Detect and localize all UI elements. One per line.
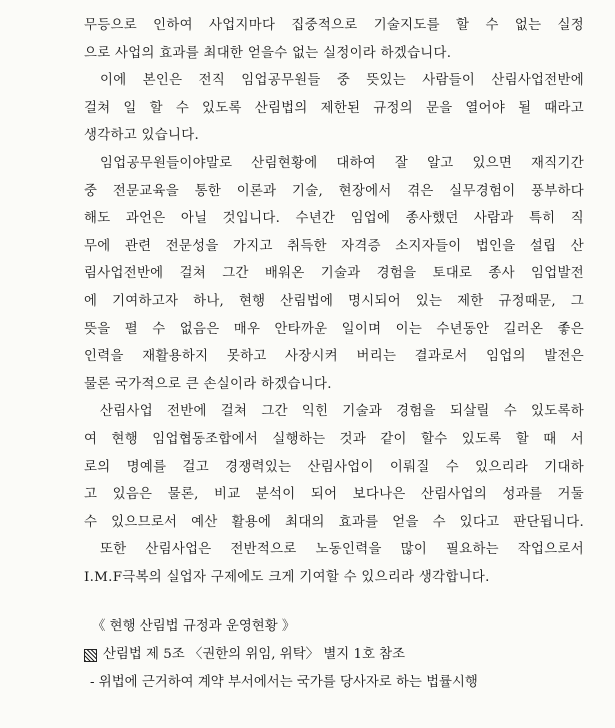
text-line: 중 전문교육을 통한 이론과 기술, 현장에서 겪은 실무경험이 풍부하다 (84, 183, 584, 199)
paragraph-4 (84, 398, 584, 536)
section-heading: 《 현행 산림법 규정과 운영현황 》 (92, 619, 296, 635)
text-line: 여 현행 임업협동조합에서 실행하는 것과 같이 할수 있도록 할 때 서 (84, 431, 584, 447)
text-line: 걸쳐 일 할 수 있도록 산림법의 제한된 규정의 문을 열어야 될 때라고 (84, 100, 584, 116)
text-line: 임업공무원들이야말로 산림현황에 대하여 잘 알고 있으면 재직기간 (100, 155, 584, 171)
text-line: 인력을 재활용하지 못하고 사장시켜 버리는 결과로서 임업의 발전은 (84, 349, 584, 365)
text-line: 림사업전반에 걸쳐 그간 배워온 기술과 경험을 토대로 종사 임업발전 (84, 266, 584, 282)
text-line: 고 있음은 물론, 비교 분석이 되어 보다나은 산림사업의 성과를 거둘 (84, 487, 584, 503)
paragraph-5 (84, 536, 584, 591)
text-line: 으로 사업의 효과를 최대한 얻을수 없는 실정이라 하겠습니다. (84, 45, 452, 61)
text-line: I.M.F극복의 실업자 구제에도 크게 기여할 수 있으리라 생각합니다. (84, 569, 490, 585)
reference-text: 산림법 제 5조 〈권한의 위임, 위탁〉 별지 1호 참조 (103, 647, 406, 663)
paragraph-3 (84, 150, 584, 398)
paragraph-1 (84, 12, 584, 67)
text-line: 수 있으므로서 예산 활용에 최대의 효과를 얻을 수 있다고 판단됩니다. (84, 514, 584, 530)
text-line: 무등으로 인하여 사업지마다 집중적으로 기술지도를 할 수 없는 실정 (84, 18, 584, 33)
text-line: 로의 명예를 걸고 경쟁력있는 산림사업이 이뤄질 수 있으리라 기대하 (84, 459, 584, 475)
reference-line (84, 641, 584, 669)
hatched-square-icon (84, 649, 97, 662)
text-line: 물론 국가적으로 큰 손실이라 하겠습니다. (84, 376, 332, 392)
text-line: 해도 과언은 아닐 것입니다. 수년간 임업에 종사했던 사람과 특히 직 (84, 211, 584, 227)
text-line: 생각하고 있습니다. (84, 128, 199, 144)
section-gap (84, 591, 584, 613)
text-line: 이에 본인은 전직 임업공무원들 중 뜻있는 사람들이 산림사업전반에 (100, 73, 584, 89)
dash-item: - 위법에 근거하여 계약 부서에서는 국가를 당사자로 하는 법률시행 (90, 675, 478, 691)
document-body (84, 12, 584, 697)
paragraph-2 (84, 67, 584, 150)
text-line: 산림사업 전반에 걸쳐 그간 익힌 기술과 경험을 되살릴 수 있도록하 (100, 404, 584, 420)
text-line: 에 기여하고자 하나, 현행 산림법에 명시되어 있는 제한 규정때문, 그 (84, 293, 584, 309)
text-line: 무에 관련 전문성을 가지고 취득한 자격증 소지자들이 법인을 설립 산 (84, 238, 584, 254)
text-line: 또한 산림사업은 전반적으로 노동인력을 많이 필요하는 작업으로서 (100, 542, 584, 558)
text-line: 뜻을 펼 수 없음은 매우 안타까운 일이며 이는 수년동안 길러온 좋은 (84, 321, 584, 337)
